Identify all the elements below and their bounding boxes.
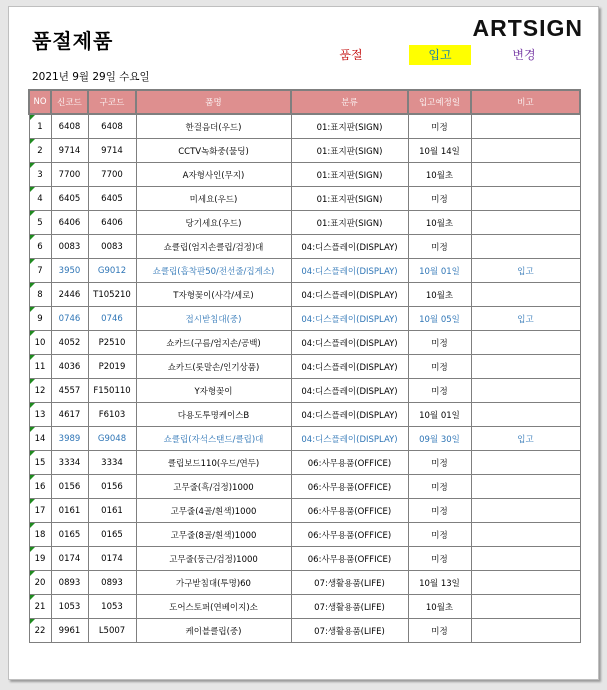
cell-no: 12 <box>29 379 51 403</box>
cell-note <box>471 499 580 523</box>
table-row <box>29 211 580 235</box>
cell-product-name: 도어스토퍼(연베이지)소 <box>136 595 291 619</box>
cell-new-code: 0746 <box>51 307 88 331</box>
cell-product-name: A자형사인(무지) <box>136 163 291 187</box>
cell-category: 07:생활용품(LIFE) <box>291 619 408 643</box>
cell-product-name: 가구받침대(투명)60 <box>136 571 291 595</box>
cell-category: 04:디스플레이(DISPLAY) <box>291 355 408 379</box>
cell-old-code: 6408 <box>88 114 136 139</box>
cell-note <box>471 163 580 187</box>
cell-no: 13 <box>29 403 51 427</box>
cell-category: 04:디스플레이(DISPLAY) <box>291 427 408 451</box>
cell-eta: 미정 <box>408 619 471 643</box>
cell-category: 04:디스플레이(DISPLAY) <box>291 283 408 307</box>
cell-old-code: 9714 <box>88 139 136 163</box>
cell-new-code: 0165 <box>51 523 88 547</box>
cell-old-code: 6405 <box>88 187 136 211</box>
cell-no: 22 <box>29 619 51 643</box>
table-row <box>29 355 580 379</box>
cell-note <box>471 619 580 643</box>
cell-eta: 10월초 <box>408 283 471 307</box>
table-row <box>29 595 580 619</box>
cell-category: 04:디스플레이(DISPLAY) <box>291 331 408 355</box>
cell-product-name: 쇼클립(엄지손클립/검정)대 <box>136 235 291 259</box>
cell-old-code: G9048 <box>88 427 136 451</box>
cell-product-name: 고무줄(둥근/검정)1000 <box>136 547 291 571</box>
cell-old-code: P2019 <box>88 355 136 379</box>
cell-eta: 10월 01일 <box>408 259 471 283</box>
cell-eta: 미정 <box>408 547 471 571</box>
cell-product-name: 당기세요(우드) <box>136 211 291 235</box>
cell-eta: 10월 01일 <box>408 403 471 427</box>
table-row <box>29 235 580 259</box>
table-row <box>29 523 580 547</box>
table-row <box>29 283 580 307</box>
report-sheet <box>8 6 599 680</box>
cell-eta: 미정 <box>408 331 471 355</box>
cell-category: 06:사무용품(OFFICE) <box>291 499 408 523</box>
cell-old-code: P2510 <box>88 331 136 355</box>
cell-no: 15 <box>29 451 51 475</box>
table-row <box>29 114 580 139</box>
table-row <box>29 139 580 163</box>
header-product-name: 품명 <box>136 90 291 114</box>
cell-product-name: 쇼클립(흡착판50/전선줄/집게소) <box>136 259 291 283</box>
cell-note: 입고 <box>471 259 580 283</box>
cell-note <box>471 547 580 571</box>
cell-eta: 미정 <box>408 451 471 475</box>
cell-new-code: 4617 <box>51 403 88 427</box>
cell-product-name: 다용도투명케이스B <box>136 403 291 427</box>
header-new-code: 신코드 <box>51 90 88 114</box>
report-date: 2021년 9월 29일 수요일 <box>32 71 150 83</box>
table-row <box>29 475 580 499</box>
cell-product-name: 케이블클립(중) <box>136 619 291 643</box>
cell-product-name: CCTV녹화중(물딩) <box>136 139 291 163</box>
cell-no: 21 <box>29 595 51 619</box>
cell-new-code: 4557 <box>51 379 88 403</box>
cell-eta: 미정 <box>408 235 471 259</box>
table-row <box>29 259 580 283</box>
cell-no: 3 <box>29 163 51 187</box>
cell-note <box>471 187 580 211</box>
cell-eta: 미정 <box>408 475 471 499</box>
cell-eta: 미정 <box>408 523 471 547</box>
table-row <box>29 547 580 571</box>
cell-no: 4 <box>29 187 51 211</box>
cell-product-name: 고무줄(흑/검정)1000 <box>136 475 291 499</box>
cell-no: 1 <box>29 114 51 139</box>
cell-note <box>471 283 580 307</box>
cell-new-code: 0161 <box>51 499 88 523</box>
cell-category: 01:표지판(SIGN) <box>291 139 408 163</box>
cell-eta: 09월 30일 <box>408 427 471 451</box>
cell-new-code: 3989 <box>51 427 88 451</box>
cell-new-code: 9714 <box>51 139 88 163</box>
cell-note: 입고 <box>471 427 580 451</box>
cell-product-name: 한걸음더(우드) <box>136 114 291 139</box>
cell-no: 16 <box>29 475 51 499</box>
table-row <box>29 451 580 475</box>
cell-note <box>471 523 580 547</box>
cell-product-name: 클립보드110(우드/연두) <box>136 451 291 475</box>
cell-no: 14 <box>29 427 51 451</box>
cell-category: 04:디스플레이(DISPLAY) <box>291 379 408 403</box>
header-category: 분류 <box>291 90 408 114</box>
table-row <box>29 187 580 211</box>
cell-no: 19 <box>29 547 51 571</box>
cell-note <box>471 571 580 595</box>
table-row <box>29 619 580 643</box>
cell-eta: 미정 <box>408 114 471 139</box>
cell-new-code: 6405 <box>51 187 88 211</box>
cell-category: 04:디스플레이(DISPLAY) <box>291 235 408 259</box>
cell-new-code: 0156 <box>51 475 88 499</box>
header-old-code: 구코드 <box>88 90 136 114</box>
cell-old-code: 0893 <box>88 571 136 595</box>
cell-old-code: T105210 <box>88 283 136 307</box>
cell-note: 입고 <box>471 307 580 331</box>
cell-old-code: 6406 <box>88 211 136 235</box>
cell-no: 6 <box>29 235 51 259</box>
cell-note <box>471 595 580 619</box>
cell-eta: 10월초 <box>408 595 471 619</box>
cell-product-name: 쇼클립(자석스탠드/클립)대 <box>136 427 291 451</box>
cell-eta: 10월 05일 <box>408 307 471 331</box>
cell-no: 2 <box>29 139 51 163</box>
cell-product-name: 미세요(우드) <box>136 187 291 211</box>
cell-product-name: 접시받침대(중) <box>136 307 291 331</box>
cell-eta: 미정 <box>408 187 471 211</box>
table-header-row <box>29 90 580 114</box>
cell-old-code: 0083 <box>88 235 136 259</box>
page-title: 품절제품 <box>32 29 114 53</box>
cell-product-name: 쇼카드(롯말손/인기상품) <box>136 355 291 379</box>
header-no: NO <box>29 90 51 114</box>
cell-no: 9 <box>29 307 51 331</box>
cell-old-code: 0746 <box>88 307 136 331</box>
cell-note <box>471 114 580 139</box>
cell-no: 7 <box>29 259 51 283</box>
cell-no: 10 <box>29 331 51 355</box>
cell-old-code: G9012 <box>88 259 136 283</box>
cell-note <box>471 475 580 499</box>
cell-new-code: 0174 <box>51 547 88 571</box>
table-row <box>29 571 580 595</box>
cell-eta: 10월초 <box>408 163 471 187</box>
cell-category: 06:사무용품(OFFICE) <box>291 523 408 547</box>
cell-eta: 미정 <box>408 499 471 523</box>
cell-category: 01:표지판(SIGN) <box>291 187 408 211</box>
cell-no: 11 <box>29 355 51 379</box>
table-row <box>29 427 580 451</box>
cell-note <box>471 379 580 403</box>
cell-product-name: T자형꽂이(사각/세로) <box>136 283 291 307</box>
cell-no: 18 <box>29 523 51 547</box>
table-row <box>29 403 580 427</box>
legend-sold-out: 품절 <box>339 48 363 62</box>
cell-no: 8 <box>29 283 51 307</box>
cell-new-code: 3334 <box>51 451 88 475</box>
cell-product-name: 고무줄(4골/흰색)1000 <box>136 499 291 523</box>
cell-eta: 10월 13일 <box>408 571 471 595</box>
cell-no: 20 <box>29 571 51 595</box>
cell-old-code: 7700 <box>88 163 136 187</box>
cell-old-code: 1053 <box>88 595 136 619</box>
sold-out-table <box>28 89 581 643</box>
cell-eta: 10월초 <box>408 211 471 235</box>
cell-category: 01:표지판(SIGN) <box>291 163 408 187</box>
cell-note <box>471 403 580 427</box>
cell-category: 06:사무용품(OFFICE) <box>291 547 408 571</box>
table-row <box>29 331 580 355</box>
cell-old-code: 3334 <box>88 451 136 475</box>
cell-old-code: F6103 <box>88 403 136 427</box>
table-row <box>29 307 580 331</box>
cell-new-code: 4036 <box>51 355 88 379</box>
cell-category: 01:표지판(SIGN) <box>291 114 408 139</box>
cell-old-code: 0161 <box>88 499 136 523</box>
cell-new-code: 0893 <box>51 571 88 595</box>
table-row <box>29 379 580 403</box>
cell-old-code: F150110 <box>88 379 136 403</box>
cell-note <box>471 211 580 235</box>
table-row <box>29 163 580 187</box>
cell-note <box>471 451 580 475</box>
cell-new-code: 6408 <box>51 114 88 139</box>
cell-category: 06:사무용품(OFFICE) <box>291 451 408 475</box>
cell-note <box>471 139 580 163</box>
cell-no: 5 <box>29 211 51 235</box>
cell-new-code: 2446 <box>51 283 88 307</box>
cell-product-name: Y자형꽂이 <box>136 379 291 403</box>
cell-new-code: 4052 <box>51 331 88 355</box>
cell-old-code: 0156 <box>88 475 136 499</box>
cell-category: 01:표지판(SIGN) <box>291 211 408 235</box>
brand-logo: ARTSIGN <box>472 15 583 41</box>
cell-new-code: 6406 <box>51 211 88 235</box>
table-row <box>29 499 580 523</box>
cell-product-name: 쇼카드(구름/엄지손/공백) <box>136 331 291 355</box>
cell-new-code: 3950 <box>51 259 88 283</box>
cell-category: 04:디스플레이(DISPLAY) <box>291 259 408 283</box>
cell-new-code: 0083 <box>51 235 88 259</box>
cell-product-name: 고무줄(8골/흰색)1000 <box>136 523 291 547</box>
cell-old-code: 0165 <box>88 523 136 547</box>
cell-eta: 10월 14일 <box>408 139 471 163</box>
cell-note <box>471 355 580 379</box>
legend-changed: 변경 <box>512 48 536 62</box>
cell-category: 04:디스플레이(DISPLAY) <box>291 307 408 331</box>
cell-eta: 미정 <box>408 379 471 403</box>
cell-new-code: 9961 <box>51 619 88 643</box>
cell-new-code: 1053 <box>51 595 88 619</box>
cell-category: 06:사무용품(OFFICE) <box>291 475 408 499</box>
cell-no: 17 <box>29 499 51 523</box>
cell-old-code: L5007 <box>88 619 136 643</box>
cell-category: 07:생활용품(LIFE) <box>291 571 408 595</box>
cell-category: 04:디스플레이(DISPLAY) <box>291 403 408 427</box>
cell-old-code: 0174 <box>88 547 136 571</box>
legend-incoming: 입고 <box>409 45 471 65</box>
cell-eta: 미정 <box>408 355 471 379</box>
header-note: 비고 <box>471 90 580 114</box>
cell-note <box>471 331 580 355</box>
cell-category: 07:생활용품(LIFE) <box>291 595 408 619</box>
cell-new-code: 7700 <box>51 163 88 187</box>
header-eta: 입고예정일 <box>408 90 471 114</box>
cell-note <box>471 235 580 259</box>
